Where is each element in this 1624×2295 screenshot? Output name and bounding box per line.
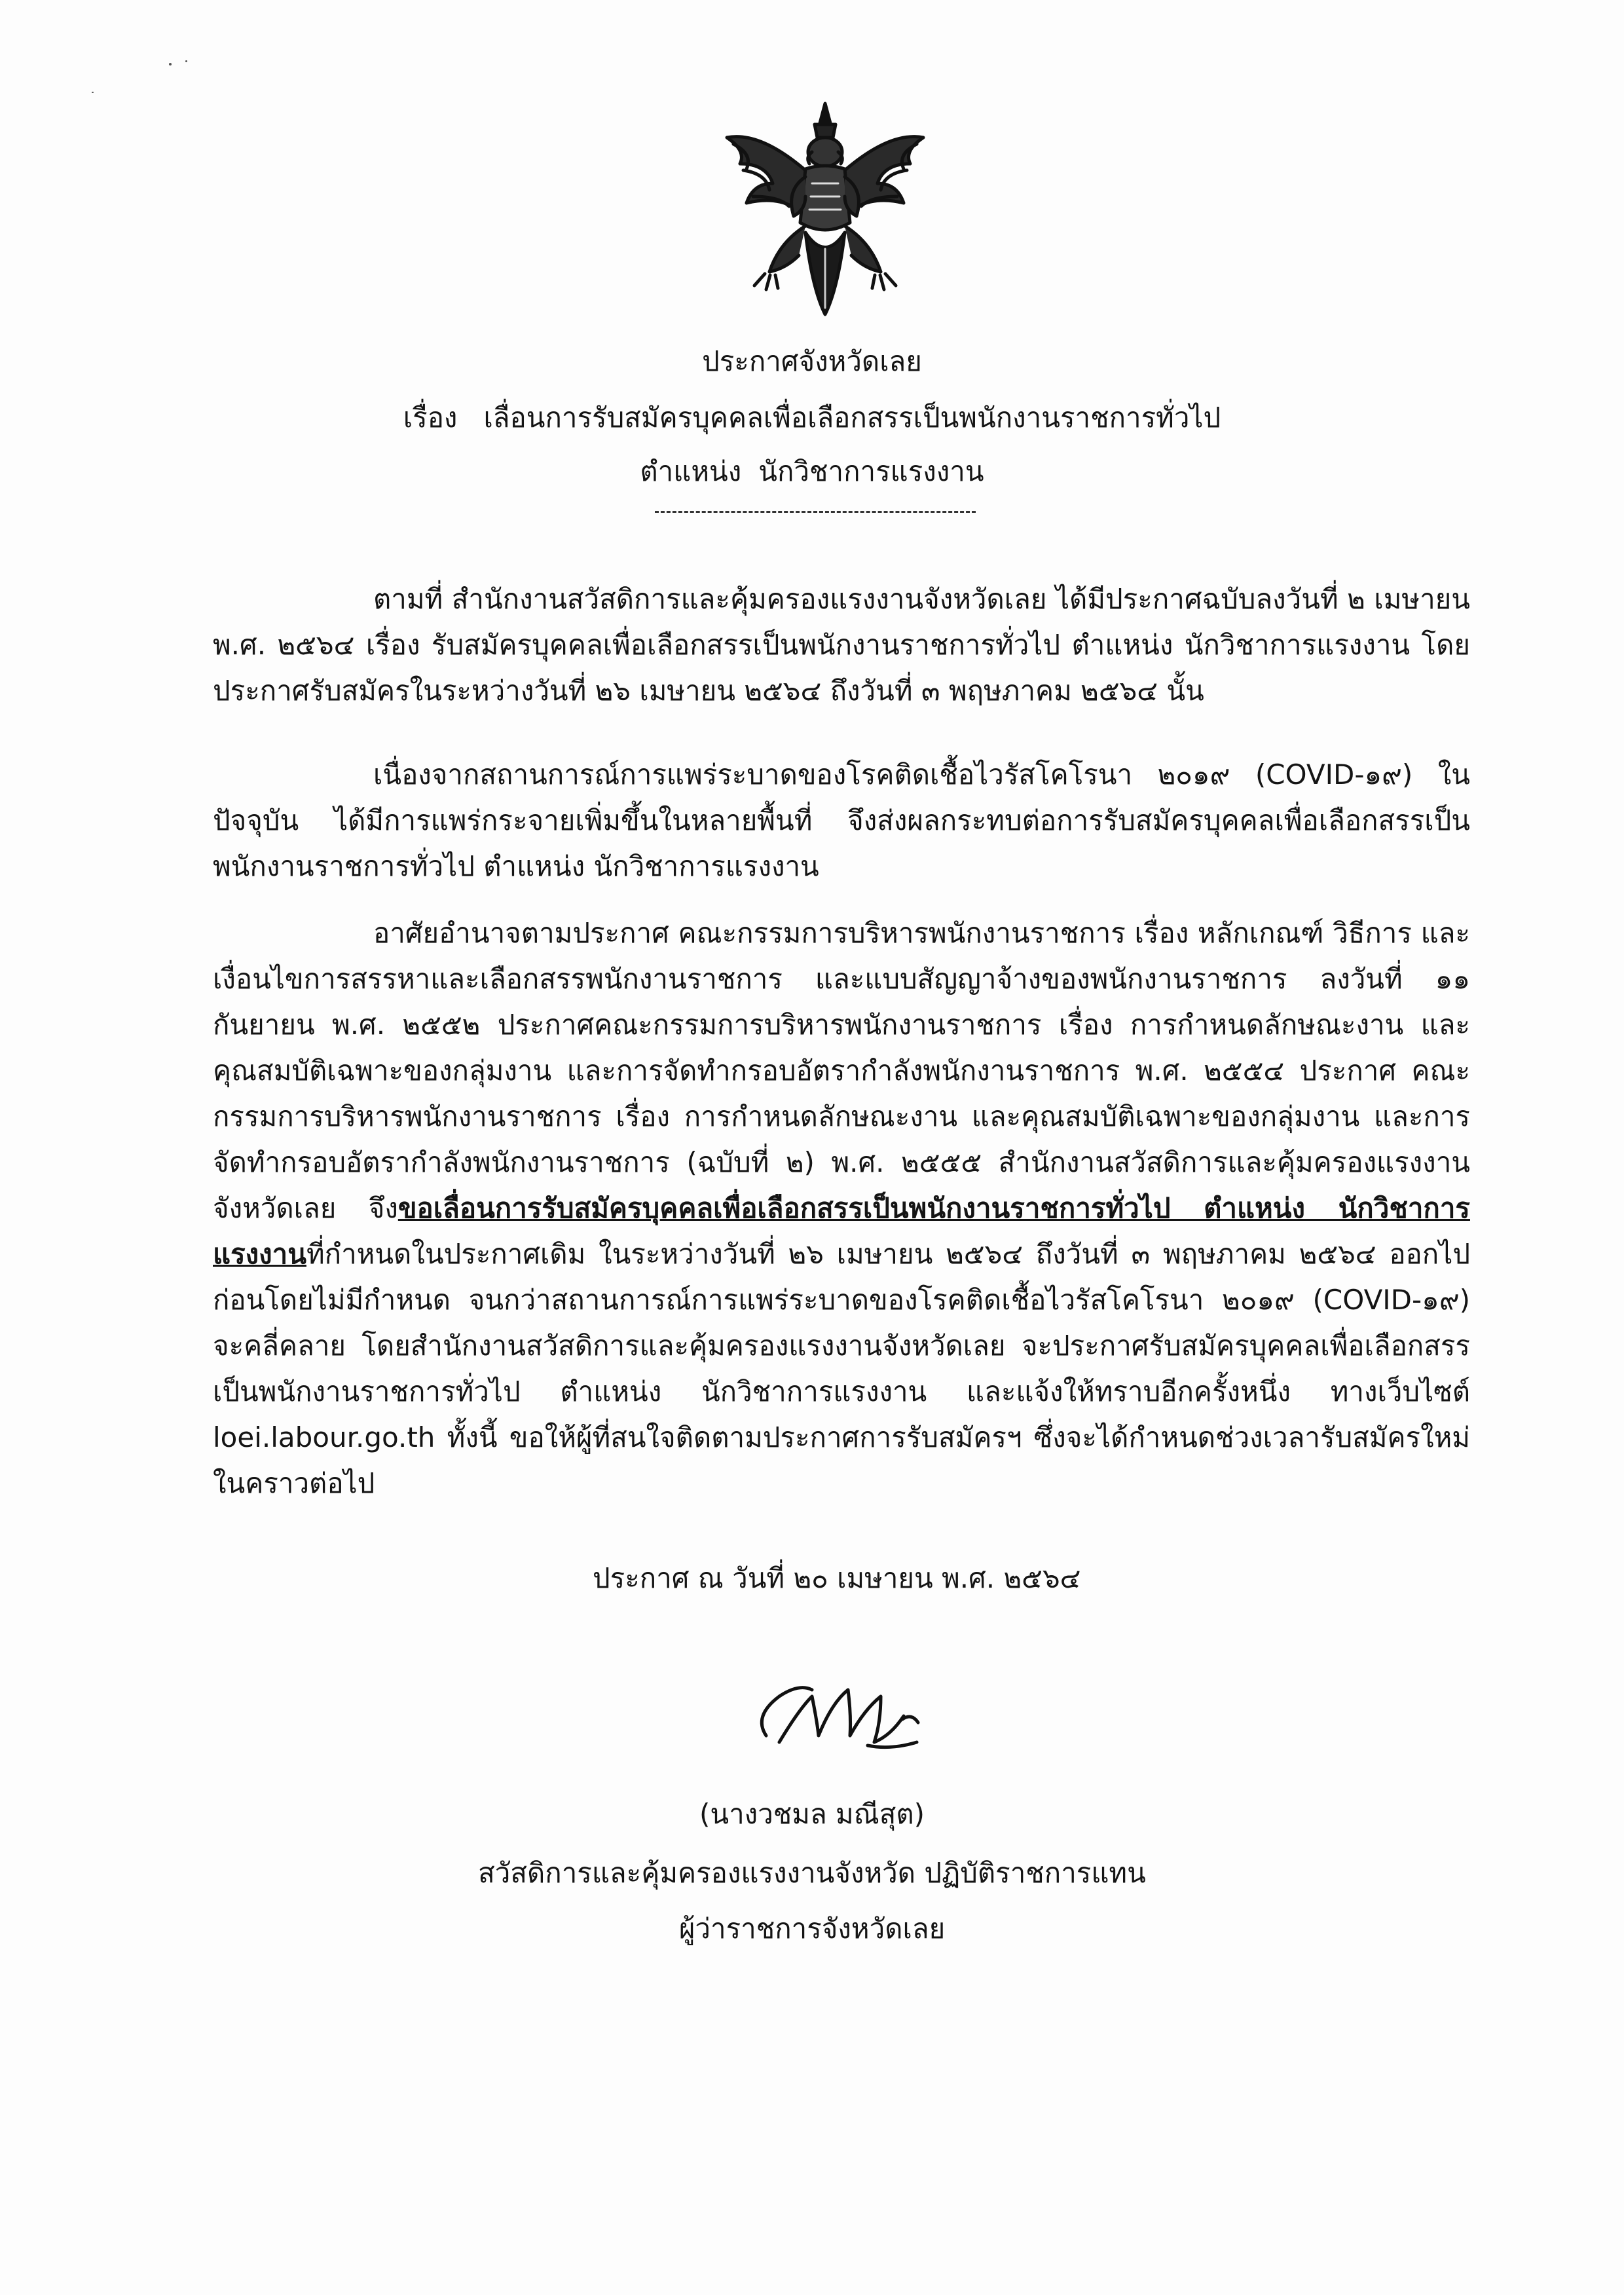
paragraph-3-text-after: ที่กำหนดในประกาศเดิม ในระหว่างวันที่ ๒๖ เมษายน ๒๕๖๔ ถึงวันที่ ๓ พฤษภาคม ๒๕๖๔ ออกไปก่อนโดยไม่มีกำหนด จนกว่าสถานการณ์การแพร่ระบาดของโรคติดเชื้อไวรัสโคโรนา ๒๐๑๙ (COVID-๑๙) จะคลี่คลาย โดยสำนักงานสวัสดิการและคุ้มครองแรงงานจังหวัดเลย จะประกาศรับสมัครบุคคลเพื่อเลือกสรรเป็นพนักงานราชการทั่วไป ตำแหน่ง นักวิชาการแรงงาน และแจ้งให้ทราบอีกครั้งหนึ่ง ทางเว็บไซต์ loei.labour.go.th ทั้งนี้ ขอให้ผู้ที่สนใจติดตามประกาศการรับสมัครฯ ซึ่งจะได้กำหนดช่วงเวลารับสมัครใหม่ในคราวต่อไป [213, 1238, 1470, 1499]
paragraph-2-text: เนื่องจากสถานการณ์การแพร่ระบาดของโรคติดเชื้อไวรัสโคโรนา ๒๐๑๙ (COVID-๑๙) ในปัจจุบัน ได้มีการแพร่กระจายเพิ่มขึ้นในหลายพื้นที่ จึงส่งผลกระทบต่อการรับสมัครบุคคลเพื่อเลือกสรรเป็นพนักงานราชการทั่วไป ตำแหน่ง นักวิชาการแรงงาน [213, 758, 1470, 882]
signatory-title-line-1: สวัสดิการและคุ้มครองแรงงานจังหวัด ปฏิบัติราชการแทน [478, 1857, 1146, 1889]
position-heading [0, 452, 1624, 491]
position-text: นักวิชาการแรงงาน [758, 455, 984, 487]
position-label: ตำแหน่ง [640, 455, 742, 487]
scan-speck [169, 63, 172, 65]
paragraph-1 [213, 576, 1470, 714]
paragraph-1-text: ตามที่ สำนักงานสวัสดิการและคุ้มครองแรงงานจังหวัดเลย ได้มีประกาศฉบับลงวันที่ ๒ เมษายน พ.ศ. ๒๕๖๔ เรื่อง รับสมัครบุคคลเพื่อเลือกสรรเป็นพนักงานราชการทั่วไป ตำแหน่ง นักวิชาการแรงงาน โดยประกาศรับสมัครในระหว่างวันที่ ๒๖ เมษายน ๒๕๖๔ ถึงวันที่ ๓ พฤษภาคม ๒๕๖๔ นั้น [213, 583, 1470, 707]
scan-speck [92, 92, 94, 93]
subject-text: เลื่อนการรับสมัครบุคคลเพื่อเลือกสรรเป็นพนักงานราชการทั่วไป [483, 401, 1221, 434]
paragraph-3-emphasis: ขอเลื่อนการรับสมัครบุคคลเพื่อเลือกสรรเป็นพนักงานราชการทั่วไป ตำแหน่ง นักวิชาการแรงงาน [213, 1192, 1470, 1270]
signatory-title-line-2: ผู้ว่าราชการจังหวัดเลย [678, 1912, 946, 1945]
scan-speck [185, 60, 187, 62]
paragraph-3-text-before: อาศัยอำนาจตามประกาศ คณะกรรมการบริหารพนักงานราชการ เรื่อง หลักเกณฑ์ วิธีการ และเงื่อนไขการสรรหาและเลือกสรรพนักงานราชการ และแบบสัญญาจ้างของพนักงานราชการ ลงวันที่ ๑๑ กันยายน พ.ศ. ๒๕๕๒ ประกาศคณะกรรมการบริหารพนักงานราชการ เรื่อง การกำหนดลักษณะงาน และคุณสมบัติเฉพาะของกลุ่มงาน และการจัดทำกรอบอัตรากำลังพนักงานราชการ พ.ศ. ๒๕๕๔ ประกาศ คณะกรรมการบริหารพนักงานราชการ เรื่อง การกำหนดลักษณะงาน และคุณสมบัติเฉพาะของกลุ่มงาน และการจัดทำกรอบอัตรากำลังพนักงานราชการ (ฉบับที่ ๒) พ.ศ. ๒๕๕๕ สำนักงานสวัสดิการและคุ้มครองแรงงานจังหวัดเลย จึง [213, 917, 1470, 1224]
issuer-text: ประกาศจังหวัดเลย [702, 345, 922, 377]
subject-label: เรื่อง [403, 401, 458, 434]
signatory-name: (นางวชมล มณีสุต) [699, 1798, 925, 1830]
issuer-heading [0, 342, 1624, 381]
announcement-date: ประกาศ ณ วันที่ ๒๐ เมษายน พ.ศ. ๒๕๖๔ [593, 1562, 1081, 1594]
subject-heading [0, 398, 1624, 438]
paragraph-2 [213, 752, 1470, 889]
paragraph-3 [213, 910, 1470, 1506]
handwritten-signature-icon [740, 1637, 956, 1768]
garuda-emblem-icon [707, 92, 943, 327]
heading-divider [655, 511, 976, 513]
